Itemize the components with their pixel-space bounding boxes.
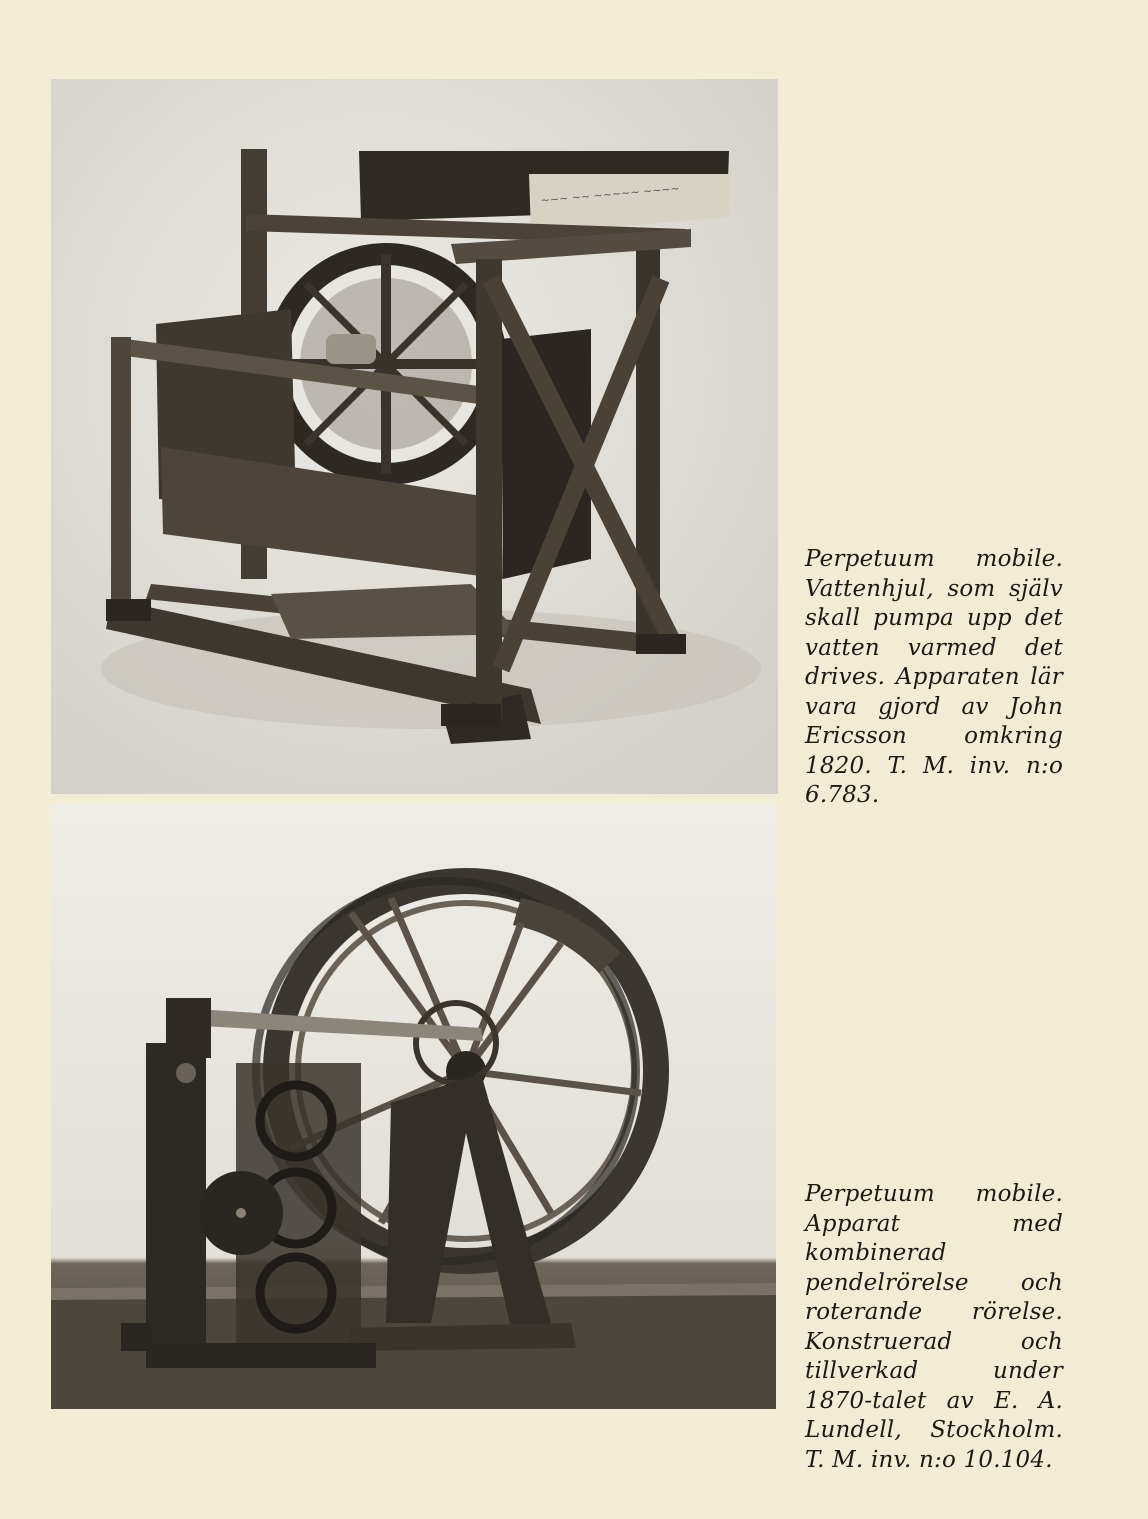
- photo-pendulum-wheel: [51, 803, 776, 1409]
- photo-water-wheel: [51, 79, 778, 794]
- water-wheel-illustration: [51, 79, 778, 794]
- pendulum-wheel-illustration: [51, 803, 776, 1409]
- figure-caption: Perpetuum mobile. Vattenhjul, som själv skall pumpa upp det vatten varmed det drives. Apparaten lär vara gjord av John Ericsson omkring 1820. T. M. inv. n:o 6.783.: [805, 546, 1063, 808]
- svg-text:~~~ ~~ ~~~~~ ~~~~: ~~~ ~~ ~~~~~ ~~~~: [540, 181, 681, 207]
- figure-caption: Perpetuum mobile. Apparat med kombinerad pendelrörelse och roterande rörelse. Konstruerad och tillverkad under 1870-talet av E. A. Lundell, Stockholm. T. M. inv. n:o 10.104.: [805, 1181, 1063, 1473]
